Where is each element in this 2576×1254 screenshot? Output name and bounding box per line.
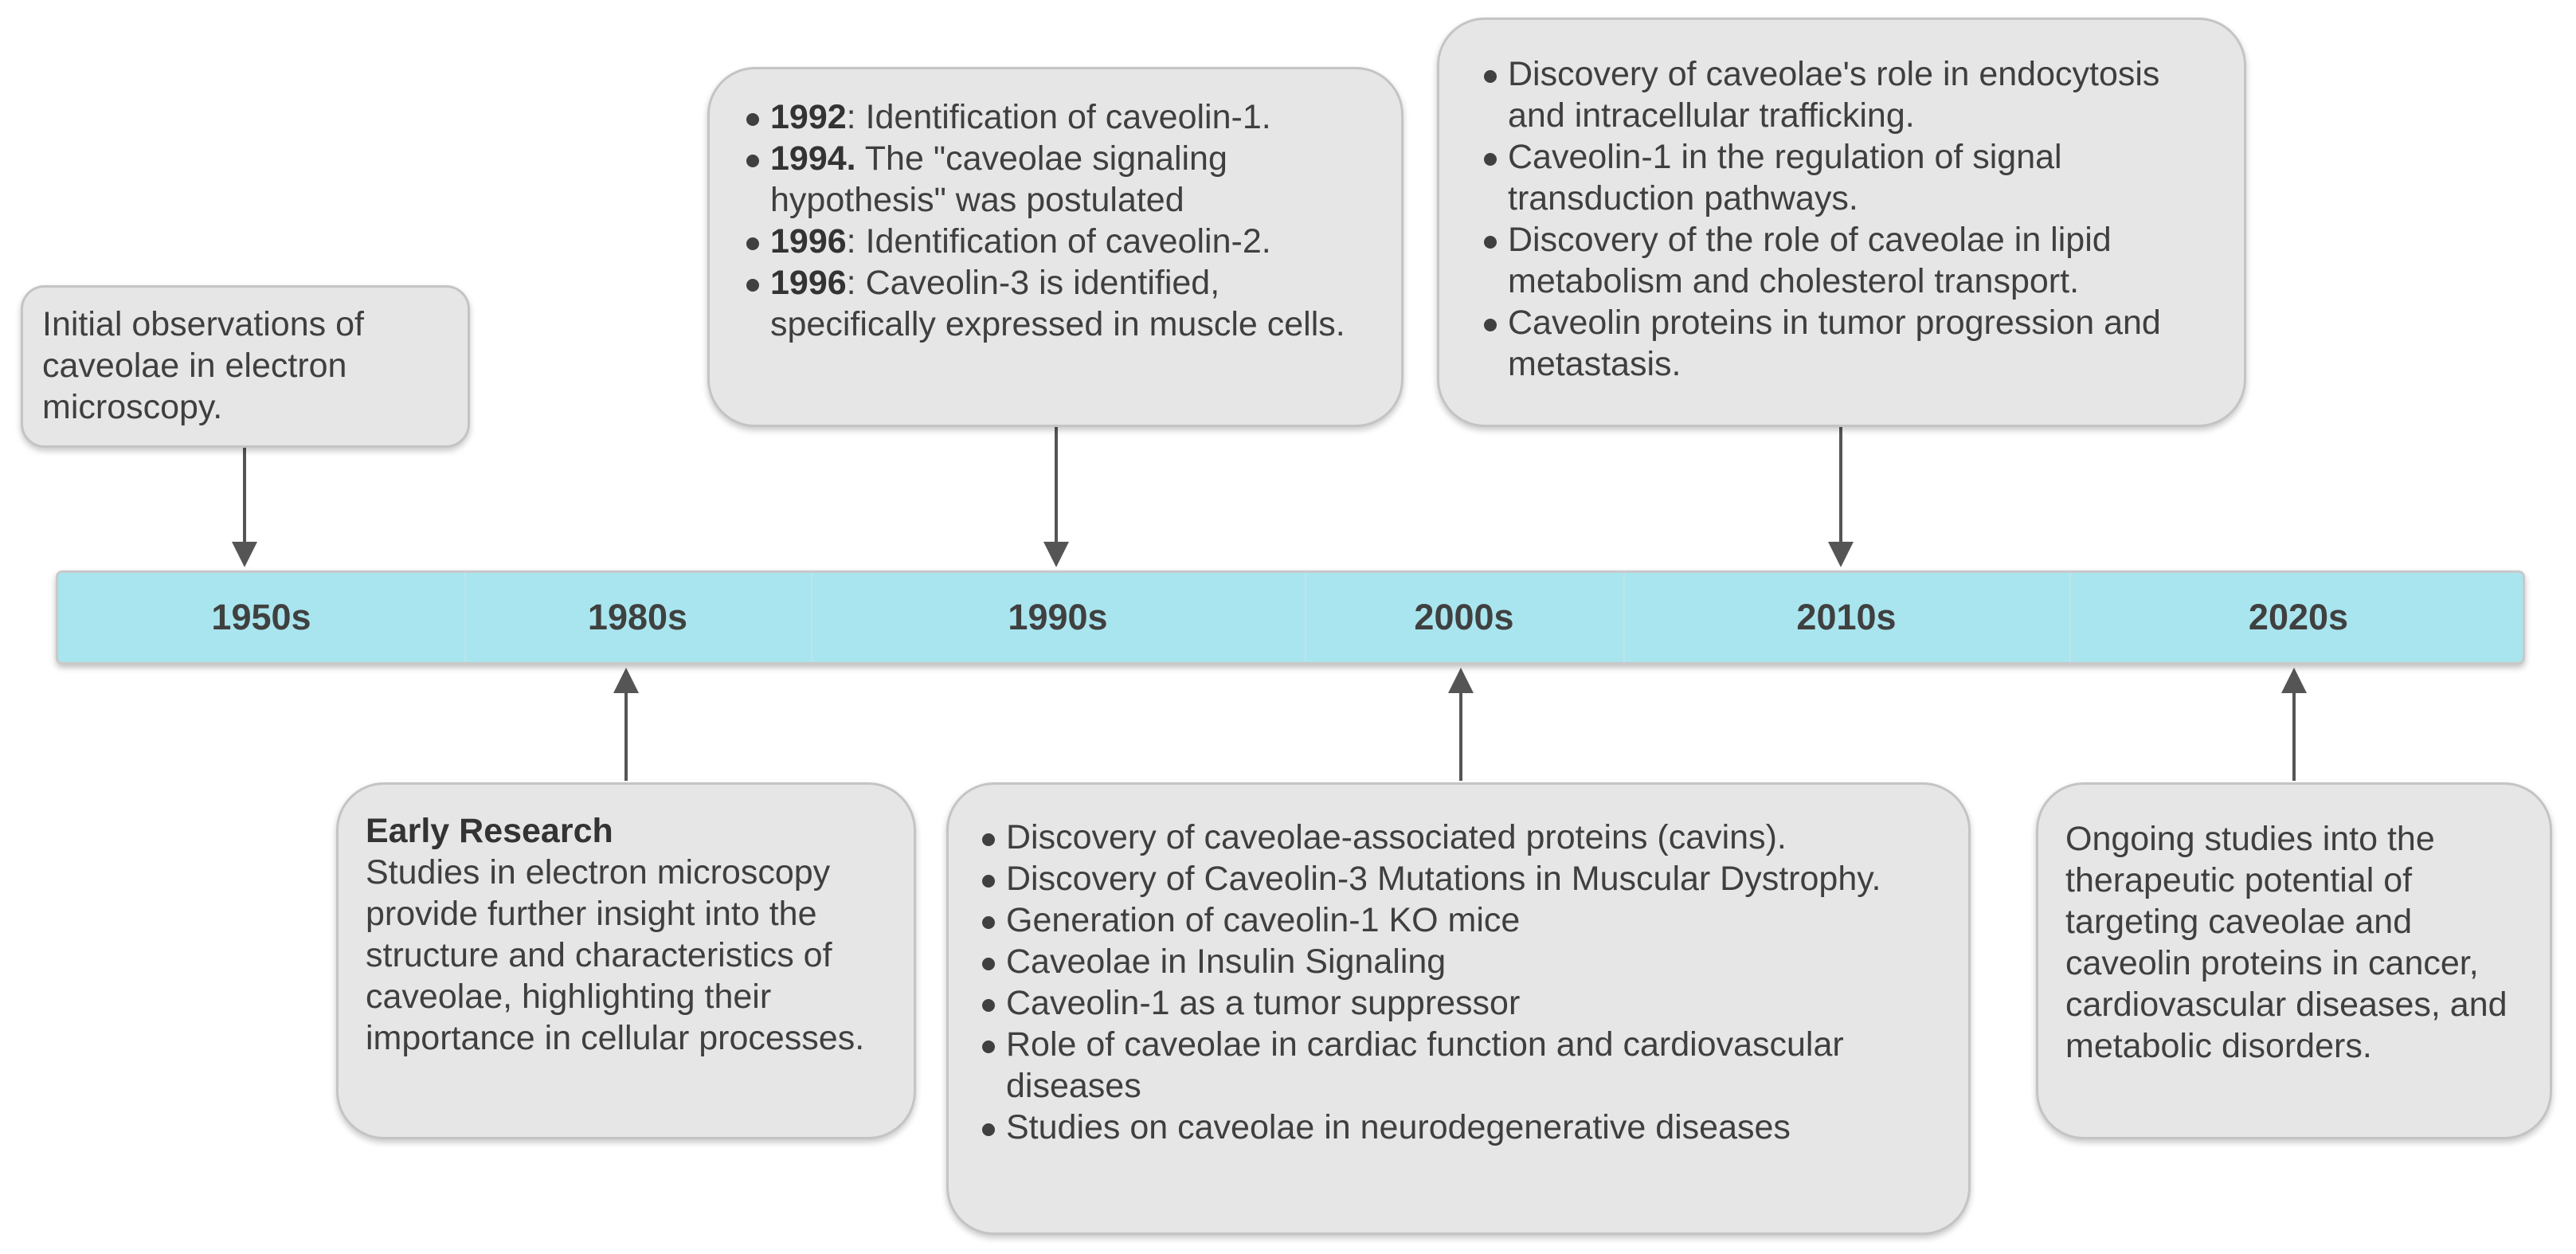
event-item: Discovery of the role of caveolae in lipid metabolism and cholesterol transport. <box>1479 219 2204 302</box>
event-list <box>742 96 1369 345</box>
event-box-1990s <box>707 67 1403 427</box>
event-item: Caveolin proteins in tumor progression and metastasis. <box>1479 302 2204 385</box>
event-text: Studies in electron microscopy provide further insight into the structure and characteristics of caveolae, highlighting their importance in cellular processes. <box>366 853 865 1057</box>
event-title: Early Research <box>366 812 613 850</box>
event-box-2000s <box>946 782 1971 1235</box>
event-item: 1994. The "caveolae signaling hypothesis" was postulated <box>742 138 1369 221</box>
event-box-1980s <box>336 782 916 1139</box>
arrow-2010s <box>1828 426 1854 567</box>
event-item: Discovery of caveolae-associated proteins (cavins). <box>977 817 1940 858</box>
event-item: Generation of caveolin-1 KO mice <box>977 899 1940 941</box>
event-box-1950s <box>21 285 470 448</box>
event-item: 1996: Identification of caveolin-2. <box>742 221 1369 262</box>
event-item: Caveolin-1 in the regulation of signal transduction pathways. <box>1479 136 2204 219</box>
decade-2010s: 2010s <box>1796 597 1897 637</box>
decade-1980s: 1980s <box>587 597 688 637</box>
event-list <box>1479 53 2204 385</box>
event-text: Initial observations of caveolae in electron microscopy. <box>42 305 364 426</box>
event-item: Discovery of caveolae's role in endocytosis and intracellular trafficking. <box>1479 53 2204 136</box>
event-list <box>977 817 1940 1148</box>
event-item: 1996: Caveolin-3 is identified, specifically expressed in muscle cells. <box>742 262 1369 345</box>
arrow-1990s <box>1043 426 1069 567</box>
timeline-bar <box>56 570 2525 664</box>
event-item: Role of caveolae in cardiac function and cardiovascular diseases <box>977 1024 1940 1107</box>
arrow-1980s <box>613 668 639 781</box>
arrow-2000s <box>1448 668 1474 781</box>
event-box-2010s <box>1437 18 2246 427</box>
decade-2020s: 2020s <box>2248 597 2349 637</box>
event-item: Studies on caveolae in neurodegenerative diseases <box>977 1107 1940 1148</box>
event-item: Discovery of Caveolin-3 Mutations in Muscular Dystrophy. <box>977 858 1940 899</box>
event-item: 1992: Identification of caveolin-1. <box>742 96 1369 138</box>
event-box-2020s <box>2036 782 2552 1139</box>
arrow-2020s <box>2281 668 2307 781</box>
event-item: Caveolin-1 as a tumor suppressor <box>977 982 1940 1024</box>
decade-1990s: 1990s <box>1008 597 1108 637</box>
event-text: Ongoing studies into the therapeutic potential of targeting caveolae and caveolin proteins in cancer, cardiovascular diseases, and metabolic disorders. <box>2065 820 2507 1065</box>
event-item: Caveolae in Insulin Signaling <box>977 941 1940 982</box>
decade-1950s: 1950s <box>211 597 311 637</box>
decade-2000s: 2000s <box>1414 597 1514 637</box>
arrow-1950s <box>232 446 257 567</box>
